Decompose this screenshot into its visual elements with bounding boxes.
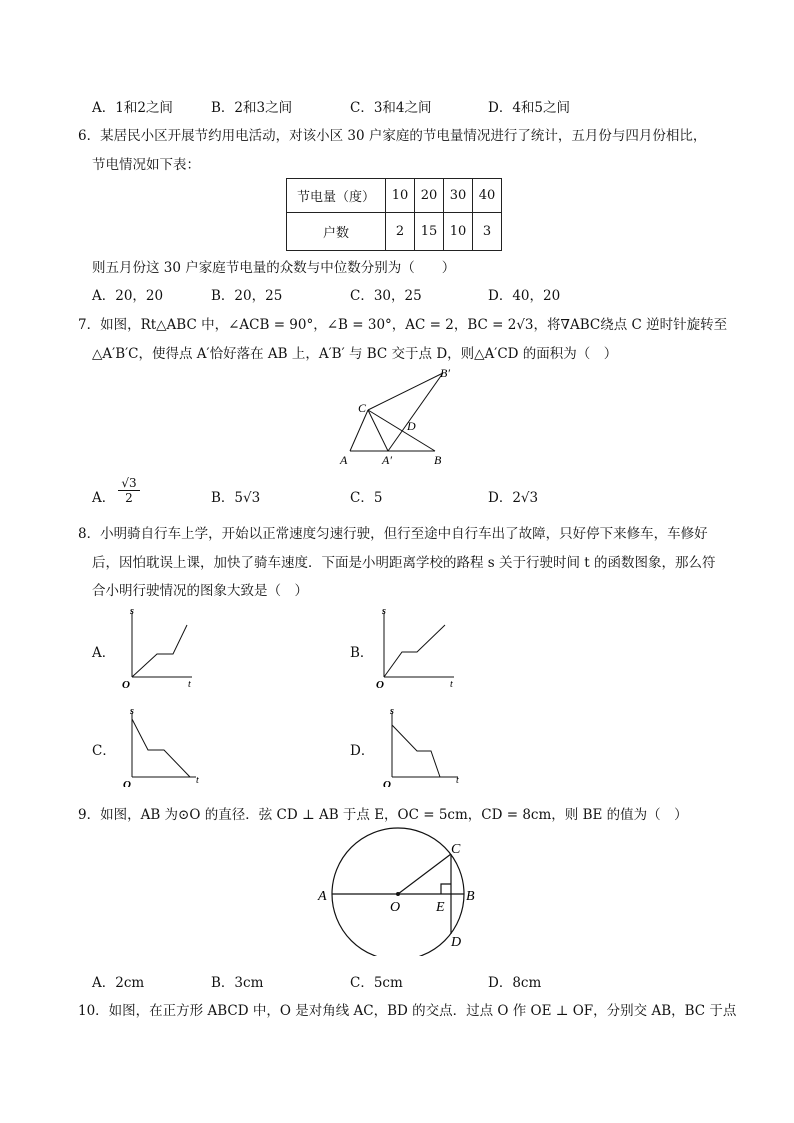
q6-table-cell: 30 xyxy=(444,179,473,213)
q8-text-line1: 8．小明骑自行车上学，开始以正常速度匀速行驶，但行至途中自行车出了故障，只好停下来修车，车修好 xyxy=(78,526,708,542)
q6-text-line2: 节电情况如下表： xyxy=(92,157,200,173)
q8-graph-a xyxy=(120,605,200,689)
q7-text-line1: 7．如图，Rt△ABC 中，∠ACB = 90°，∠B = 30°，AC = 2，BC = 2√3，将∇ABC绕点 C 逆时针旋转至 xyxy=(78,317,728,333)
q10-text-line1: 10．如图，在正方形 ABCD 中，O 是对角线 AC，BD 的交点．过点 O 作 OE ⊥ OF，分别交 AB，BC 于点 xyxy=(78,1003,737,1019)
q6-option-a: A．20，20 xyxy=(92,288,164,304)
q8-graph-c-y-label: s xyxy=(130,706,134,717)
q6-option-c: C．30，25 xyxy=(350,288,422,304)
q8-graph-d xyxy=(380,703,464,787)
q5-option-a: A．1和2之间 xyxy=(92,100,173,116)
q8-graph-a-origin: O xyxy=(122,679,130,689)
q8-text-line2: 后，因怕耽误上课，加快了骑车速度．下面是小明距离学校的路程 s 关于行驶时间 t 的函数图象，那么符 xyxy=(92,555,716,571)
q7-option-a xyxy=(92,486,115,506)
q7-option-a-prefix: A． xyxy=(92,490,116,506)
q7-option-a-numerator: √3 xyxy=(121,476,137,490)
q8-graph-d-y-label: s xyxy=(390,706,394,717)
q8-graph-b-y-label: s xyxy=(382,606,386,617)
q6-table-header-households: 户数 xyxy=(287,213,386,251)
q7-option-c: C．5 xyxy=(350,490,383,506)
q6-question: 则五月份这 30 户家庭节电量的众数与中位数分别为（ ） xyxy=(92,260,456,276)
q6-table-cell: 3 xyxy=(473,213,502,251)
q8-graph-a-x-label: t xyxy=(188,679,191,689)
q6-table-cell: 20 xyxy=(415,179,444,213)
q9-option-c: C．5cm xyxy=(350,975,403,991)
q6-table-cell: 2 xyxy=(386,213,415,251)
q7-option-a-denominator: 2 xyxy=(118,490,140,506)
q9-label-a: A xyxy=(318,889,327,904)
q9-text-line1: 9．如图，AB 为⊙O 的直径．弦 CD ⊥ AB 于点 E，OC = 5cm，CD = 8cm，则 BE 的值为（ ） xyxy=(78,807,688,823)
q6-table-header-savings: 节电量（度） xyxy=(287,179,386,213)
q9-label-c: C xyxy=(451,842,461,857)
q9-label-e: E xyxy=(436,900,445,915)
q9-label-o: O xyxy=(390,900,401,915)
q5-option-b: B．2和3之间 xyxy=(211,100,293,116)
q7-label-d: D xyxy=(407,419,416,433)
q6-table xyxy=(286,178,502,251)
q5-option-c: C．3和4之间 xyxy=(350,100,432,116)
q7-label-b: B xyxy=(434,453,442,467)
q6-table-cell: 40 xyxy=(473,179,502,213)
q8-option-a-label: A． xyxy=(92,645,116,661)
q8-graph-c xyxy=(120,703,204,787)
q7-text-line2: △A′B′C，使得点 A′恰好落在 AB 上，A′B′ 与 BC 交于点 D，则△A′CD 的面积为（ ） xyxy=(92,346,618,362)
q8-graph-c-origin: O xyxy=(123,779,131,787)
q8-graph-d-x-label: t xyxy=(456,775,459,786)
q8-graph-b xyxy=(370,605,460,689)
q8-option-b-label: B． xyxy=(350,645,374,661)
q7-label-c: C xyxy=(358,401,367,415)
q6-text-line1: 6．某居民小区开展节约用电活动，对该小区 30 户家庭的节电量情况进行了统计，五月份与四月份相比， xyxy=(78,128,707,144)
q7-label-a-prime: A′ xyxy=(382,453,392,467)
q7-triangle-figure xyxy=(330,364,460,472)
q7-option-b: B．5√3 xyxy=(211,490,261,506)
q7-label-b-prime: B′ xyxy=(440,366,450,380)
q6-table-cell: 10 xyxy=(386,179,415,213)
q6-option-d: D．40，20 xyxy=(488,288,561,304)
q8-graph-b-origin: O xyxy=(376,679,384,689)
q7-label-a: A xyxy=(340,453,348,467)
q6-table-cell: 15 xyxy=(415,213,444,251)
q8-text-line3: 合小明行驶情况的图象大致是（ ） xyxy=(92,583,308,599)
q7-option-d: D．2√3 xyxy=(488,490,539,506)
q9-label-b: B xyxy=(466,889,475,904)
q6-table-cell: 10 xyxy=(444,213,473,251)
q9-option-a: A．2cm xyxy=(92,975,145,991)
q9-label-d: D xyxy=(451,935,462,950)
q9-option-d: D．8cm xyxy=(488,975,542,991)
q6-option-b: B．20，25 xyxy=(211,288,283,304)
q9-option-b: B．3cm xyxy=(211,975,264,991)
q9-circle-figure xyxy=(310,826,490,956)
q5-option-d: D．4和5之间 xyxy=(488,100,571,116)
q7-option-a-fraction xyxy=(118,476,140,506)
q8-option-d-label: D． xyxy=(350,743,375,759)
q8-graph-c-x-label: t xyxy=(196,775,199,786)
q8-option-c-label: C． xyxy=(92,743,116,759)
q8-graph-b-x-label: t xyxy=(450,679,453,689)
q8-graph-a-y-label: s xyxy=(130,606,134,617)
q8-graph-d-origin: O xyxy=(383,779,391,787)
